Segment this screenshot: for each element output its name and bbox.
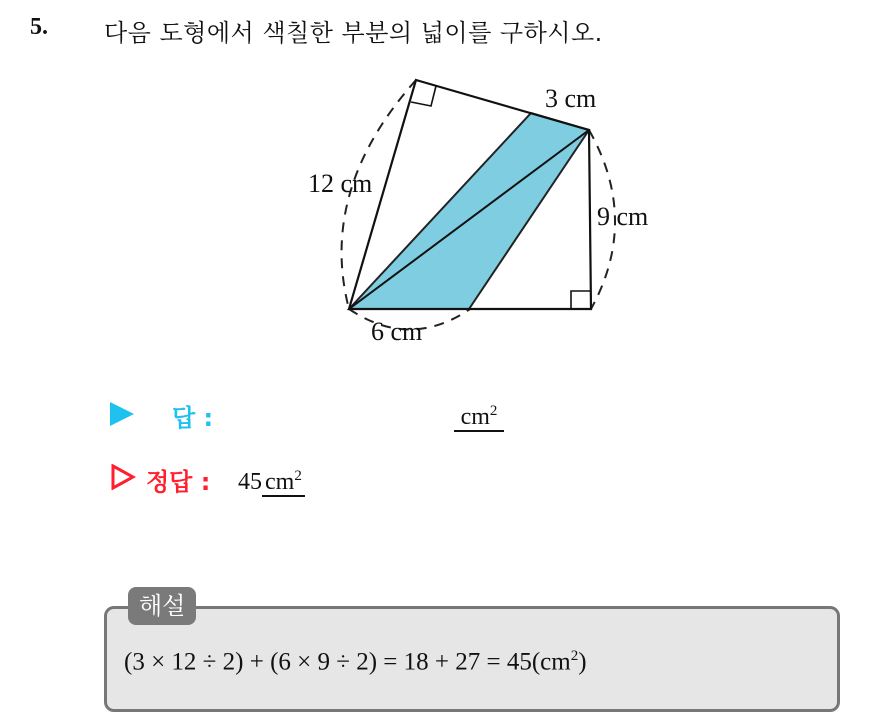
question-text: 다음 도형에서 색칠한 부분의 넓이를 구하시오.	[104, 19, 603, 47]
answer-unit: cm	[460, 404, 490, 430]
answer-blank[interactable]	[454, 398, 504, 432]
right-angle-top	[411, 86, 436, 106]
correct-unit-exp: 2	[294, 468, 302, 484]
play-filled-icon	[110, 402, 134, 426]
explanation-formula	[124, 648, 587, 676]
play-outline-icon	[110, 464, 136, 490]
formula-exp: 2	[570, 648, 579, 664]
correct-unit-group	[262, 469, 305, 497]
correct-value: 45	[238, 469, 262, 495]
correct-label: 정답 :	[146, 468, 211, 496]
label-6cm: 6 cm	[371, 317, 423, 346]
label-3cm: 3 cm	[545, 84, 597, 113]
label-12cm: 12 cm	[308, 169, 373, 198]
answer-unit-exp: 2	[489, 403, 498, 419]
correct-value-group	[238, 462, 305, 496]
explanation-tag: 해설	[128, 587, 196, 625]
shaded-region	[349, 113, 589, 309]
formula-main: (3 × 12 ÷ 2) + (6 × 9 ÷ 2) = 18 + 27 = 45(cm	[124, 648, 571, 676]
correct-unit: cm	[265, 469, 295, 495]
formula-close: )	[578, 648, 587, 676]
label-9cm: 9 cm	[597, 202, 649, 231]
right-angle-bottom	[571, 291, 591, 309]
answer-label: 답 :	[172, 404, 214, 432]
question-number: 5.	[30, 14, 48, 40]
